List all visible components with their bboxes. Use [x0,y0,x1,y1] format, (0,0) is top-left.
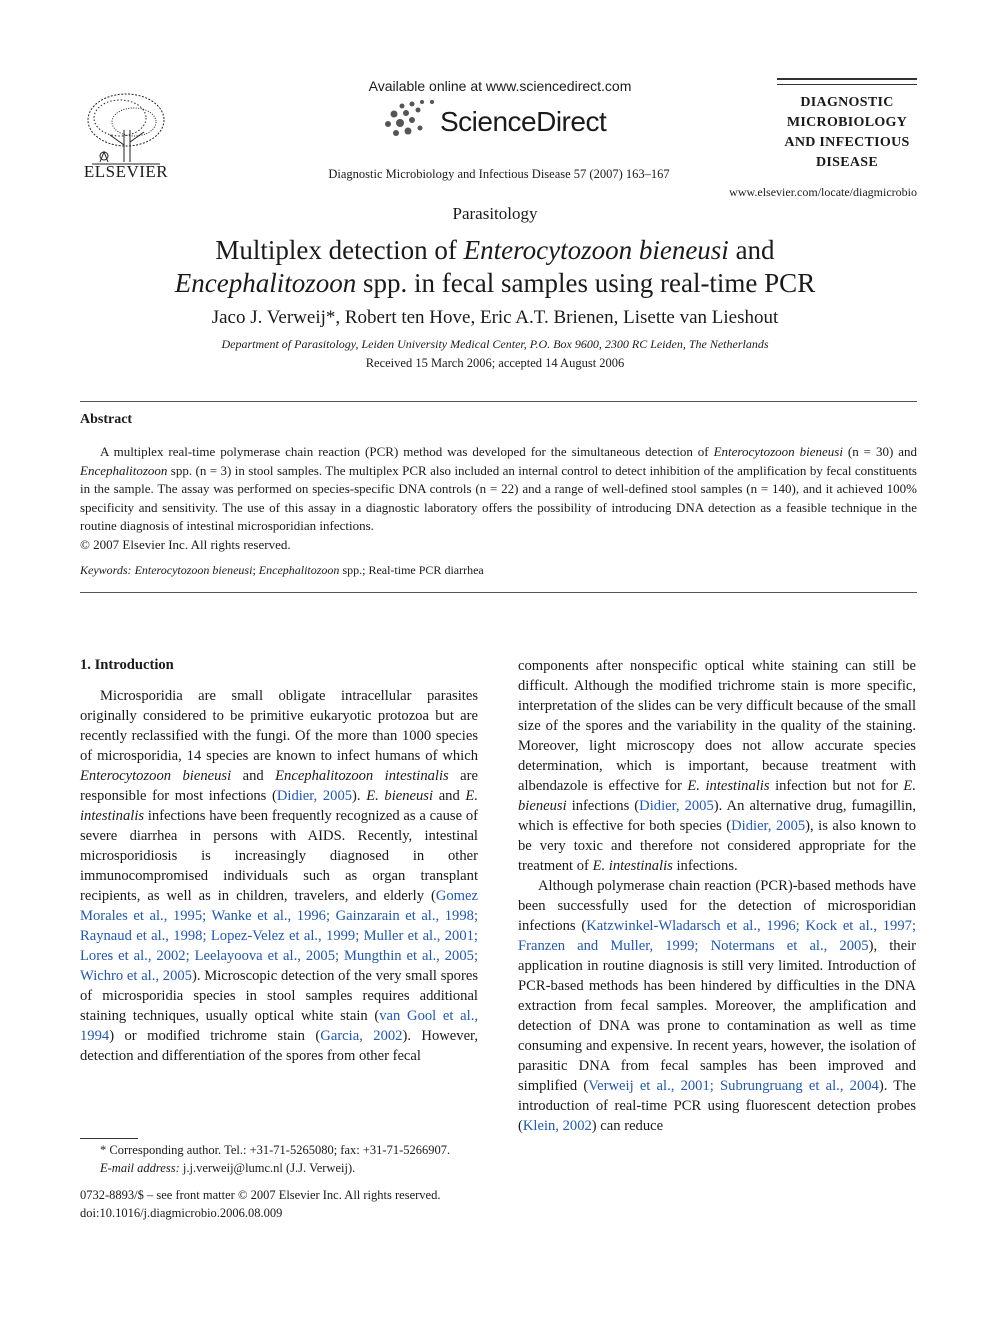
citation-link[interactable]: Garcia, 2002 [320,1028,403,1044]
journal-name-line: MICROBIOLOGY [786,115,908,130]
body-column-left: Microsporidia are small obligate intracellular parasites originally considered to be primitive eukaryotic protozoa but are recently reclassified with the fungi. Of the more than 1000 species of microsporidia, 14 species are known to infect humans of which Enterocytozoon bieneusi and Encephalitozoon intestinalis are responsible for most infections (Didier, 2005). E. bieneusi and E. intestinalis infections have been frequently recognized as a cause of severe diarrhea in persons with AIDS. Recently, intestinal microsporidiosis is increasingly diagnosed in other immunocompromised individuals such as organ transplant recipients, as well as in children, travelers, and elderly (Gomez Morales et al., 1995; Wanke et al., 1996; Gainzarain et al., 1998; Raynaud et al., 1998; Lopez-Velez et al., 1999; Muller et al., 2001; Lores et al., 2002; Leelayoova et al., 2005; Mungthin et al., 2005; Wichro et al., 2005). Microscopic detection of the very small spores of microsporidia species in stool samples requires additional staining techniques, usually optical white stain (van Gool et al., 1994) or modified trichrome stain (Garcia, 2002). However, detection and differentiation of the spores from other fecal [80,688,479,1064]
citation-link[interactable]: Gomez Morales et al., 1995; Wanke et al., 1996; Gainzarain et al., 1998; Raynaud et al., 1998; Lopez-Velez et al., 1999; Muller et al., 2001; Lores et al., 2002; Leelayoova et al., 2005; Mungthin et al., 2005; Wichro et al., 2005 [80,888,478,984]
article-title: Multiplex detection of Enterocytozoon bieneusi and Encephalitozoon spp. in fecal samples using real-time PCR [174,235,816,298]
doi-line[interactable]: doi:10.1016/j.diagmicrobio.2006.08.009 [80,1206,283,1220]
issn-line: 0732-8893/$ – see front matter © 2007 Elsevier Inc. All rights reserved. [80,1188,441,1202]
email-link[interactable]: j.j.verweij@lumc.nl (J.J. Verweij). [179,1161,356,1175]
available-online-text[interactable]: Available online at www.sciencedirect.com [368,78,632,94]
citation-link[interactable]: van Gool et al., 1994 [80,1008,478,1044]
keywords: Keywords: Enterocytozoon bieneusi; Encephalitozoon spp.; Real-time PCR diarrhea [80,563,484,577]
sciencedirect-wordmark: ScienceDirect [440,106,607,137]
author-list: Jaco J. Verweij*, Robert ten Hove, Eric A.T. Brienen, Lisette van Lieshout [211,307,779,328]
citation-link[interactable]: Katzwinkel-Wladarsch et al., 1996; Kock et al., 1997; Franzen and Muller, 1999; Notermans et al., 2005 [518,918,916,954]
journal-name-line: DISEASE [815,155,879,170]
journal-title-box [777,78,917,173]
received-dates: Received 15 March 2006; accepted 14 August 2006 [365,356,625,370]
section-heading: 1. Introduction [80,657,174,673]
affiliation: Department of Parasitology, Leiden University Medical Center, P.O. Box 9600, 2300 RC Leiden, The Netherlands [221,337,769,351]
citation-link[interactable]: Verweij et al., 2001; Subrungruang et al., 2004 [588,1078,879,1094]
section-label: Parasitology [452,204,538,223]
abstract-heading: Abstract [80,412,133,427]
front-matter [80,1186,478,1222]
abstract-body: A multiplex real-time polymerase chain reaction (PCR) method was developed for the simultaneous detection of Enterocytozoon bieneusi (n = 30) and Encephalitozoon spp. (n = 3) in stool samples. The multiplex PCR also included an internal control to detect inhibition of the amplification by fecal constituents in the sample. The assay was performed on species-specific DNA controls (n = 22) and a range of well-defined stool samples (n = 140), and it achieved 100% specificity and sensitivity. The use of this assay in a diagnostic laboratory offers the possibility of introducing DNA detection as a feasible technique in the routine diagnosis of intestinal microsporidian infections. © 2007 Elsevier Inc. All rights reserved. [80,443,917,554]
corresponding-author-footnote: * Corresponding author. Tel.: +31-71-5265080; fax: +31-71-5266907. E-mail address: j.j.verweij@lumc.nl (J.J. Verweij). [100,1143,451,1175]
citation-link[interactable]: Didier, 2005 [731,818,806,834]
journal-citation: Diagnostic Microbiology and Infectious Disease 57 (2007) 163–167 [328,167,670,181]
citation-link[interactable]: Klein, 2002 [522,1118,592,1134]
publisher-name: ELSEVIER [83,162,169,181]
citation-link[interactable]: Didier, 2005 [639,798,714,814]
journal-name-line: DIAGNOSTIC [800,95,894,110]
journal-url[interactable]: www.elsevier.com/locate/diagmicrobio [729,185,917,199]
divider [80,592,917,593]
footnote-divider [80,1138,138,1139]
body-column-right: components after nonspecific optical white staining can still be difficult. Although the modified trichrome stain is more specific, interpretation of the slides can be very difficult because of the small size of the spores and the variability in the quality of the staining. Moreover, light microscopy does not allow accurate species determination, which is important, because treatment with albendazole is effective for E. intestinalis infection but not for E. bieneusi infections (Didier, 2005). An alternative drug, fumagillin, which is effective for both species (Didier, 2005), is also known to be very toxic and therefore not considered appropriate for the treatment of E. intestinalis infections. Although polymerase chain reaction (PCR)-based methods have been successfully used for the detection of microsporidian infections (Katzwinkel-Wladarsch et al., 1996; Kock et al., 1997; Franzen and Muller, 1999; Notermans et al., 2005), their application in routine diagnosis is still very limited. Introduction of PCR-based methods has been hindered by difficulties in the DNA extraction from fecal samples. Moreover, the amplification and detection of DNA was prone to contamination as well as time consuming and expensive. In recent years, however, the isolation of parasitic DNA from fecal samples has been improved and simplified (Verweij et al., 2001; Subrungruang et al., 2004). The introduction of real-time PCR using fluorescent detection probes (Klein, 2002) can reduce [518,658,916,1134]
journal-name-line: AND INFECTIOUS [784,135,910,150]
copyright-line: © 2007 Elsevier Inc. All rights reserved. [80,536,291,552]
divider [80,401,917,402]
citation-link[interactable]: Didier, 2005 [276,788,353,804]
